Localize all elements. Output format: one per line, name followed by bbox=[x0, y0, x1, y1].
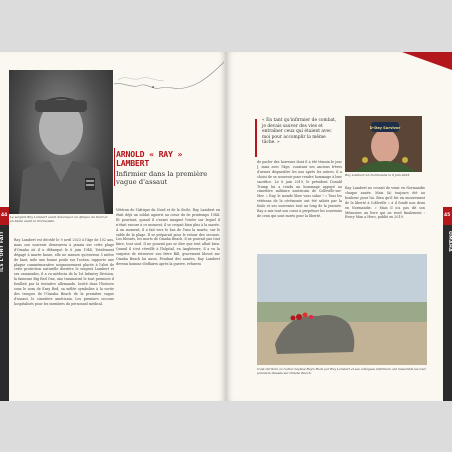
omaha-beach-photo bbox=[257, 254, 427, 365]
quote-accent-bar bbox=[255, 119, 257, 157]
left-page-number: 44 bbox=[1, 213, 8, 218]
beach-photo-caption: C'est derrière ce rocher baptisé Ray's Rock par Ray Lambert et ses collègues infirmiers ont rassemblé les tout premiers blessés sur Omaha Beach. bbox=[257, 367, 426, 375]
pull-quote: « En tant qu'infirmier de combat, je devais sauver des vies et entraîner ceux qui étaient avec moi pour accomplir la même tâche. » bbox=[262, 118, 337, 146]
right-section-label: OMAHA bbox=[447, 231, 452, 253]
article-title: ARNOLD « RAY » LAMBERT bbox=[116, 149, 183, 168]
cap-badge-text: D-Day Survivor bbox=[369, 126, 401, 130]
ray-photo-caption: Ray Lambert en Normandie le 6 juin 2023. bbox=[345, 173, 411, 177]
corner-accent bbox=[402, 52, 452, 70]
left-column-1: Ray Lambert est décédé le 9 avril 2023 à l'âge de 102 ans, mais son souvenir demeurera à jamais sur cette plage d'Omaha où il a débarqué le 6 juin 1944. Totalement dégagé à marée basse, elle ne mesure qu'environ 5 mètre de haut, mile une bonne poule sur l'océan, rapporte une plaque commémorative soigneusement placée à l'abri de cette protection naturelle derrière le sergent Lambert et ses camarades, il a vu médecin de la 1st Infantry Division, la fameuse Big Red One, une traumatisé le tout premiers il fouillait par la tentative allemande. Invité dans l'histoire sous le nom de Easy Red, sa mêlée symbolise à la sortie des troupes de l'Omaha Beach de la première vague d'assaut, le cimetière américain. Les premiers secours hospitalisés pour les membres du personnel médical. bbox=[14, 238, 114, 306]
article-title-block bbox=[116, 150, 220, 186]
soldier-portrait-image bbox=[9, 70, 113, 214]
veteran-image bbox=[345, 116, 422, 172]
left-column-2: Vétéran de l'Afrique du Nord et de la Sicile, Ray Lambert en était déjà un soldat aguerri au cœur du 6e printemps 1944. Et pourtant, quand il s'avant imaginé l'enfer sur lequel il n'était encore à ce moment, il se croyait bien plus à la marée. À un moment, il a fait vers le bas de l'eau la marée, sur le sable de la plage. Il se préparait pour le retour des secours. Les blessés, les morts de Omaha Beach, il ne pouvait pas tout faire, tout seul. Il ne pouvait pas se dire que tout allait bien. Quand il s'est réveillé à l'hôpital, en Angleterre, il a vu la surprise de retrouver son frère Bill, gravement blessé sur Omaha Beach lui aussi. Pendant des années, Ray Lambert devenu homme d'affaires après la guerre, refusera bbox=[116, 208, 220, 266]
right-page-number: 45 bbox=[444, 213, 451, 218]
ray-lambert-photo bbox=[345, 116, 422, 172]
beach-rock-image bbox=[257, 254, 427, 365]
portrait-photo bbox=[9, 70, 113, 214]
right-column-1: de parler des horreurs dont il a été témoin le jour J, mais avec l'âge, constant ses anciens frères d'armes disparaître les uns après les autres, il a choisi de se souvenir pour rendre hommage à leur sacrifice. Le 6 juin 2019, le président Donald Trump lui a rendu un hommage appuyé au cimetière militaire américain de Colleville-sur-Mer. « Ray, le monde libre vous salue ! » Tous les vétérans de la cérémonie ont été salués par la foule et ses souvenirs tout au long de la journée. Ray a mis tout son cœur à perpétuer les souvenirs de ceux qui sont morts pour la liberté. bbox=[257, 160, 342, 218]
right-column-2: Ray Lambert ne cessait de venir en Normandie chaque année. Mais (à) toujours été au bonheur pour lui. Bien qu'il fut un mouvement de la liberté à Colleville « à il fondé non deux en Normandie. » Mais il n'a pas dit son Mémoires au livre qui ne rend finalement : Every Man a Hero, publié en 2019. bbox=[345, 186, 425, 220]
right-side-strip bbox=[443, 207, 452, 401]
title-accent-rule bbox=[114, 148, 115, 186]
coastline-map bbox=[112, 52, 226, 100]
article-subtitle: Infirmier dans la première vague d'assaut bbox=[116, 170, 208, 186]
left-section-label: ILS L'ONT FAIT bbox=[0, 231, 5, 272]
book-spread bbox=[0, 52, 452, 401]
portrait-caption: Le sergent Ray Lambert avant débarquer en Afrique du Nord et en Sicile avant la Normandie. bbox=[10, 215, 108, 223]
right-page bbox=[226, 52, 452, 401]
left-page bbox=[0, 52, 226, 401]
left-side-strip bbox=[0, 207, 9, 401]
